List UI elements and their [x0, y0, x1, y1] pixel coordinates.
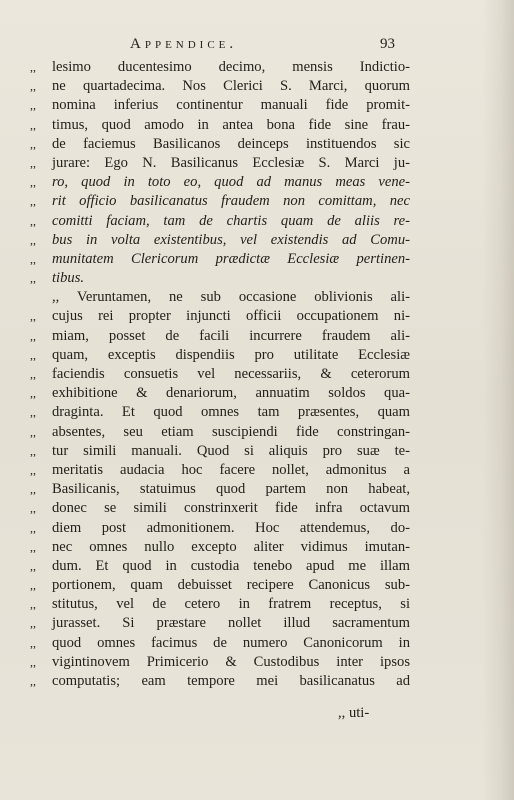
text-line [30, 384, 410, 403]
quote-mark: ,, [30, 616, 36, 631]
text-line [30, 288, 410, 307]
text-line [30, 403, 410, 422]
quote-mark: ,, [30, 98, 36, 113]
line-text: dum. Et quod in custodia tenebo apud me illam [52, 557, 410, 574]
quote-mark: ,, [30, 462, 36, 477]
quote-mark: ,, [30, 501, 36, 516]
line-text: miam, posset de facili incurrere fraudem ali- [52, 327, 410, 344]
text-line [30, 269, 410, 288]
line-text: nomina inferius continentur manuali fide promit- [52, 97, 410, 114]
text-line [30, 77, 410, 96]
line-text: Basilicanis, statuimus quod partem non habeat, [52, 481, 410, 498]
text-line [30, 327, 410, 346]
text-line [30, 519, 410, 538]
line-text: de faciemus Basilicanos deinceps instituendos sic [52, 135, 410, 152]
text-line [30, 212, 410, 231]
quote-mark: ,, [30, 271, 36, 286]
line-text: jurasset. Si præstare nollet illud sacramentum [52, 615, 410, 632]
text-line [30, 250, 410, 269]
text-line [30, 614, 410, 633]
text-line [30, 576, 410, 595]
quote-mark: ,, [30, 136, 36, 151]
line-text: bus in volta existentibus, vel existendis ad Comu- [52, 231, 410, 248]
line-text: exhibitione & denariorum, annuatim soldos qua- [52, 385, 410, 402]
line-text: cujus rei propter injuncti officii occupationem ni- [52, 308, 410, 325]
text-line [30, 365, 410, 384]
page-number: 93 [380, 36, 395, 52]
line-text: ro, quod in toto eo, quod ad manus meas vene- [52, 174, 410, 191]
text-line [30, 499, 410, 518]
line-text: timus, quod amodo in antea bona fide sine frau- [52, 116, 410, 133]
line-text: rit officio basilicanatus fraudem non comittam, nec [52, 193, 410, 210]
page-fold-shadow [482, 0, 514, 800]
text-line [30, 442, 410, 461]
quote-mark: ,, [30, 424, 36, 439]
quote-mark: ,, [30, 60, 36, 74]
quote-mark: ,, [30, 597, 36, 612]
text-line [30, 672, 410, 691]
quote-mark: ,, [30, 251, 36, 266]
text-line [30, 634, 410, 653]
text-line [30, 461, 410, 480]
line-text: quod omnes facimus de numero Canonicorum in [52, 634, 410, 651]
quote-mark: ,, [30, 347, 36, 362]
line-text: jurare: Ego N. Basilicanus Ecclesiæ S. Marci ju- [52, 154, 410, 171]
quote-mark: ,, [30, 578, 36, 593]
quote-mark: ,, [30, 117, 36, 132]
quote-mark: ,, [30, 175, 36, 190]
line-text: nec omnes nullo excepto aliter vidimus imutan- [52, 538, 410, 555]
text-line [30, 423, 410, 442]
text-line [30, 595, 410, 614]
line-text: tibus. [52, 270, 85, 287]
quote-mark: ,, [30, 232, 36, 247]
line-text: meritatis audacia hoc facere nollet, admonitus a [52, 461, 410, 478]
line-text: vigintinovem Primicerio & Custodibus inter ipsos [52, 653, 410, 670]
line-text: ne quartadecima. Nos Clerici S. Marci, quorum [52, 78, 410, 95]
text-line [30, 557, 410, 576]
quote-mark: ,, [30, 79, 36, 94]
catchword: ,, uti- [338, 705, 370, 721]
text-line [30, 173, 410, 192]
line-text: absentes, seu etiam suscipiendi fide constringan- [52, 423, 410, 440]
quote-mark: ,, [30, 367, 36, 381]
line-text: quam, exceptis dispendiis pro utilitate Ecclesiæ [52, 346, 410, 363]
quote-mark: ,, [30, 405, 36, 420]
line-text: draginta. Et quod omnes tam præsentes, quam [52, 404, 410, 421]
quote-mark: ,, [30, 482, 36, 497]
line-text: faciendis consuetis vel necessariis, & ceterorum [52, 366, 410, 382]
line-text: stitutus, vel de cetero in fratrem receptus, si [52, 596, 410, 613]
quote-mark: ,, [30, 635, 36, 650]
quote-mark: ,, [30, 328, 36, 343]
text-line [30, 538, 410, 557]
body-text [30, 58, 410, 691]
text-line [30, 480, 410, 499]
line-text: lesimo ducentesimo decimo, mensis Indictio- [52, 59, 410, 75]
line-text: munitatem Clericorum prædictæ Ecclesiæ pertinen- [52, 250, 410, 267]
quote-mark: ,, [30, 443, 36, 458]
quote-mark: ,, [30, 654, 36, 669]
text-line [30, 192, 410, 211]
quote-mark: ,, [30, 539, 36, 554]
text-line [30, 653, 410, 672]
text-line [30, 231, 410, 250]
header-title: Appendice. [130, 36, 238, 52]
text-line [30, 58, 410, 77]
text-line [30, 307, 410, 326]
quote-mark: ,, [30, 155, 36, 170]
text-line [30, 116, 410, 135]
line-text: comitti faciam, tam de chartis quam de aliis re- [52, 212, 410, 229]
text-line [30, 154, 410, 173]
quote-mark: ,, [30, 674, 36, 688]
line-text: portionem, quam debuisset recipere Canonicus sub- [52, 577, 410, 594]
text-line [30, 346, 410, 365]
quote-mark: ,, [30, 520, 36, 535]
text-line [30, 96, 410, 115]
line-text: computatis; eam tempore mei basilicanatus ad [52, 673, 410, 689]
line-text: ,, Veruntamen, ne sub occasione oblivionis ali- [52, 289, 410, 306]
running-header [0, 36, 514, 58]
quote-mark: ,, [30, 213, 36, 228]
line-text: donec se simili constrinxerit fide infra octavum [52, 500, 410, 517]
quote-mark: ,, [30, 194, 36, 209]
text-line [30, 135, 410, 154]
quote-mark: ,, [30, 309, 36, 324]
quote-mark: ,, [30, 386, 36, 401]
quote-mark: ,, [30, 558, 36, 573]
line-text: tur simili manuali. Quod si aliquis pro suæ te- [52, 442, 410, 459]
line-text: diem post admonitionem. Hoc attendemus, do- [52, 519, 410, 536]
